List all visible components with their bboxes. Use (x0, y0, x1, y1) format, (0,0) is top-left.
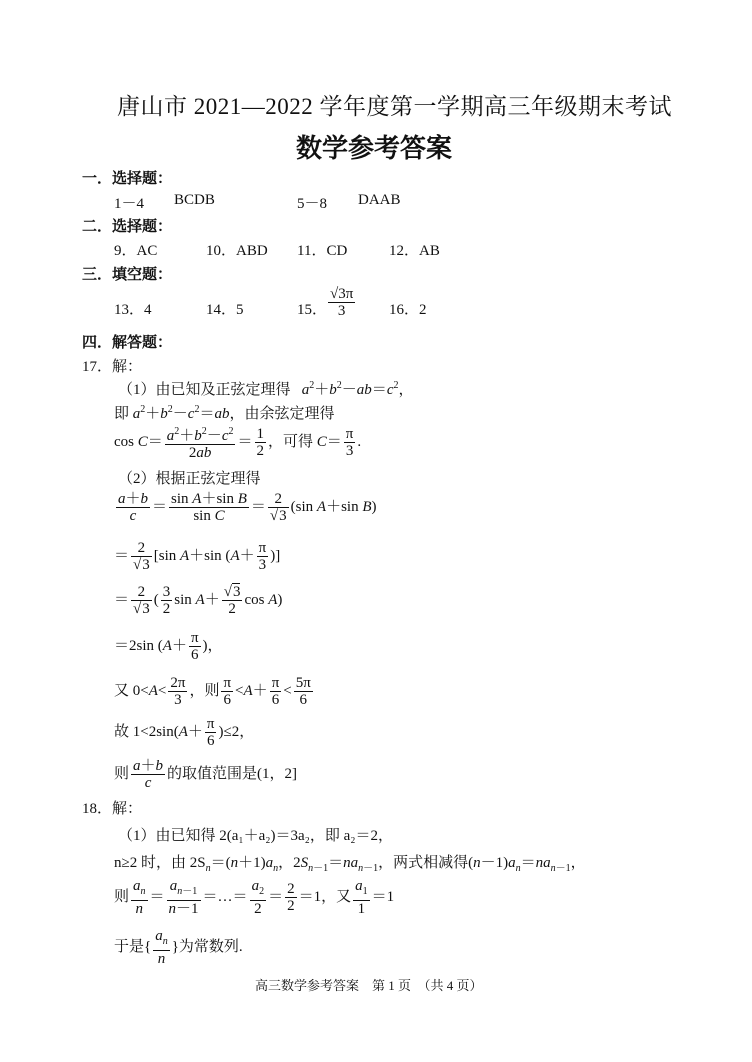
q17-step2: ＝ $\frac{2}{√3}$ [sin A＋sin (A＋ $\frac{\pi}{3}$ )] (114, 540, 281, 573)
q18-line3: 则 $\frac{a_n}{n}$ ＝ $\frac{a_{n-1}}{n-1}$ ＝…＝ $\frac{a_2}{2}$ ＝ $\frac{2}{2}$ ＝1，又 $\frac{a_1}{1}$ ＝1 (114, 878, 395, 917)
answer-16: 16．2 (389, 302, 427, 318)
q17-step3: ＝ $\frac{2}{√3}$ ( $\frac{3}{2}$ sin A＋ $\frac{√3}{2}$ cos A) (114, 584, 283, 617)
answer-15-numerator: √3π (330, 286, 354, 302)
answer-values-1: BCDB (174, 192, 215, 208)
q17-part1-intro: （1）由已知及正弦定理得 $a^2+b^2-ab=c^2$， (118, 380, 414, 398)
answer-15-denominator: 3 (337, 303, 346, 319)
section-heading-1: 一．选择题： (82, 169, 173, 187)
answer-range-1: 1－4 (114, 196, 145, 212)
page-title: 唐山市 2021—2022 学年度第一学期高三年级期末考试 (117, 94, 672, 119)
q17-conclusion: 则 $\frac{a+b}{c}$ 的取值范围是(1，2] (114, 758, 298, 791)
section-heading-4: 四．解答题： (82, 333, 173, 351)
q18-line4: 于是{ $\frac{a_n}{n}$ }为常数列. (114, 928, 243, 967)
q17-line2: 即 $a^2+b^2-c^2=ab$，由余弦定理得 (114, 404, 335, 422)
answer-9: 9．AC (114, 243, 158, 259)
q17-cos-formula: cos C＝ $\frac{a^2+b^2-c^2}{2ab}$ ＝ $\frac{1}{2}$ ，可得 C＝ $\frac{\pi}{3}$ . (114, 426, 362, 461)
page-footer: 高三数学参考答案 第 1 页 （共 4 页） (255, 978, 483, 993)
q17-part2-intro: （2）根据正弦定理得 (118, 471, 261, 487)
page-subtitle: 数学参考答案 (296, 134, 453, 164)
answer-15-fraction (326, 286, 357, 319)
answer-10: 10．ABD (206, 243, 268, 259)
q17-label: 17．解： (82, 359, 143, 375)
answer-values-2: DAAB (358, 192, 401, 208)
q17-ratio-formula: $\frac{a+b}{c}$ ＝ $\frac{\text{sin A＋sin B}}{\text{sin C}}$ ＝ $\frac{2}{√3}$ (sin A＋sin B) (118, 491, 377, 524)
section-heading-3: 三．填空题： (82, 265, 173, 283)
answer-14: 14．5 (206, 302, 244, 318)
answer-11: 11．CD (297, 243, 348, 259)
q17-domain: 又 0<A< $\frac{2\pi}{3}$ ，则 $\frac{\pi}{6}$ <A＋ $\frac{\pi}{6}$ < $\frac{5\pi}{6}$ (114, 675, 311, 708)
answer-15-label: 15． (297, 302, 328, 318)
q18-part1-intro: （1）由已知得 2(a₁＋a₂)＝3a₂，即 a₂＝2， (118, 828, 394, 844)
q17-step4: ＝2sin (A＋ $\frac{\pi}{6}$ )， (114, 630, 223, 663)
q18-label: 18．解： (82, 801, 143, 817)
answer-13: 13．4 (114, 302, 152, 318)
answer-range-2: 5－8 (297, 196, 328, 212)
section-heading-2: 二．选择题： (82, 217, 173, 235)
q17-bound: 故 1<2sin(A＋ $\frac{\pi}{6}$ )≤2， (114, 716, 255, 749)
answer-12: 12．AB (389, 243, 440, 259)
q18-line2: n≥2 时，由 $2S_n=(n+1)a_n$，$2S_{n-1}=na_{n-1}$，两式相减得$(n-1)a_n=na_{n-1}$， (114, 855, 586, 874)
